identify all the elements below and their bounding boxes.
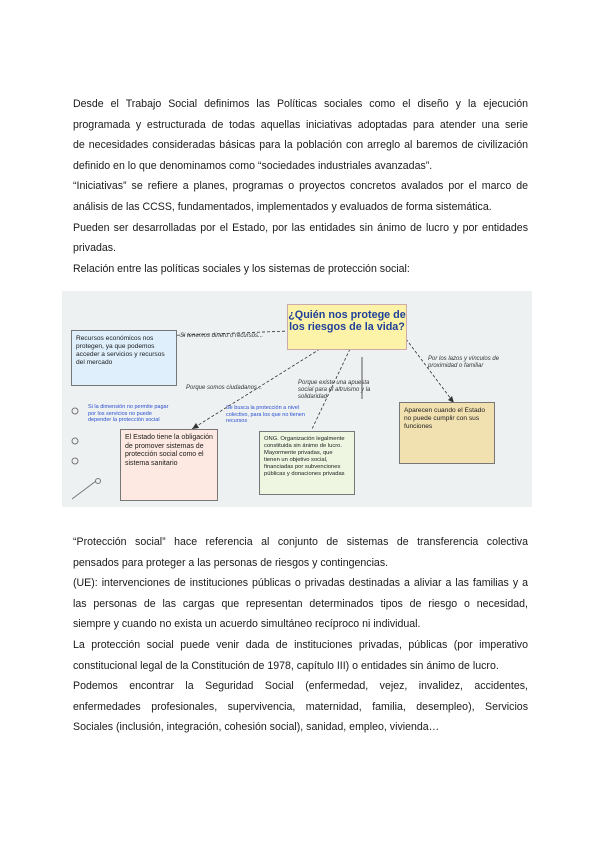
- text-line: definido en lo que denominamos como “sociedades industriales avanzadas”.: [73, 159, 433, 172]
- label-solidarity: Porque existe una apuesta social para el altruismo y la solidaridad: [298, 380, 371, 400]
- protection-diagram: [62, 291, 532, 507]
- text-line: Relación entre las políticas sociales y los sistemas de protección social:: [73, 262, 410, 275]
- label-rights: Porque somos ciudadanos...: [186, 385, 263, 391]
- text-line: “Protección social” hace referencia al conjunto de sistemas de transferencia colectiva: [73, 536, 528, 548]
- text-line: Pueden ser desarrolladas por el Estado, por las entidades sin ánimo de lucro y por entidades: [73, 221, 528, 234]
- text-line: “Iniciativas” se refiere a planes, programas o proyectos concretos avalados por el marco de: [73, 180, 528, 193]
- text-line: programada y estructurada de todas aquellas iniciativas adoptadas para atender una serie: [73, 118, 528, 131]
- text-line: de necesidades consideradas básicas para la población con arreglo al baremos de civilización: [73, 139, 528, 152]
- text-line: análisis de las CCSS, fundamentados, implementados y evaluados de forma sistemática.: [73, 200, 492, 213]
- box-ong: ONG. Organización legalmente constituida sin ánimo de lucro. Mayormente privadas, que tienen un objetivo social, financiadas por subvenciones públicas y donaciones privadas: [259, 431, 355, 495]
- body-paragraph: [73, 532, 528, 738]
- text-line: pensados para proteger a las personas de riesgos y contingencias.: [73, 556, 389, 569]
- text-line: Desde el Trabajo Social definimos las Políticas sociales como el diseño y la ejecución: [73, 98, 528, 110]
- text-line: Podemos encontrar la Seguridad Social (enfermedad, vejez, invalidez, accidentes,: [73, 680, 528, 693]
- text-line: La protección social puede venir dada de instituciones privadas, públicas (por imperativo: [73, 638, 528, 651]
- text-line: constitucional legal de la Constitución de 1978, capítulo III) o entidades sin ánimo de lucro.: [73, 659, 499, 672]
- text-line: privadas.: [73, 242, 116, 255]
- label-family: Por los lazos y vínculos de proximidad o familiar: [428, 356, 500, 369]
- label-market: Si tenemos dinero o recursos...: [180, 333, 264, 339]
- text-line: (UE): intervenciones de instituciones públicas o privadas destinadas a aliviar a las familias y a: [73, 577, 528, 590]
- central-question: ¿Quién nos protege de los riesgos de la vida?: [287, 304, 407, 350]
- text-line: las personas de las cargas que representan determinados tipos de riesgo o necesidad,: [73, 597, 528, 610]
- box-resources: Recursos económicos nos protegen, ya que podemos acceder a servicios y recursos del mercado: [71, 330, 177, 386]
- text-line: siempre y cuando no exista un acuerdo simultáneo recíproco ni individual.: [73, 618, 421, 631]
- note-center: Se busca la protección a nivel colectivo, para los que no tienen recursos: [226, 405, 305, 424]
- intro-paragraph: [73, 94, 528, 279]
- box-state: El Estado tiene la obligación de promover sistemas de protección social como el sistema sanitario: [120, 429, 218, 501]
- text-line: enfermedades profesionales, supervivencia, maternidad, familia, desempleo), Servicios: [73, 700, 528, 713]
- text-line: Sociales (inclusión, integración, cohesión social), sanidad, empleo, vivienda…: [73, 721, 440, 734]
- box-family: Aparecen cuando el Estado no puede cumplir con sus funciones: [399, 402, 495, 464]
- note-left: Si la dimensión no permite pagar por los servicios no puede depender la protección social: [88, 404, 169, 423]
